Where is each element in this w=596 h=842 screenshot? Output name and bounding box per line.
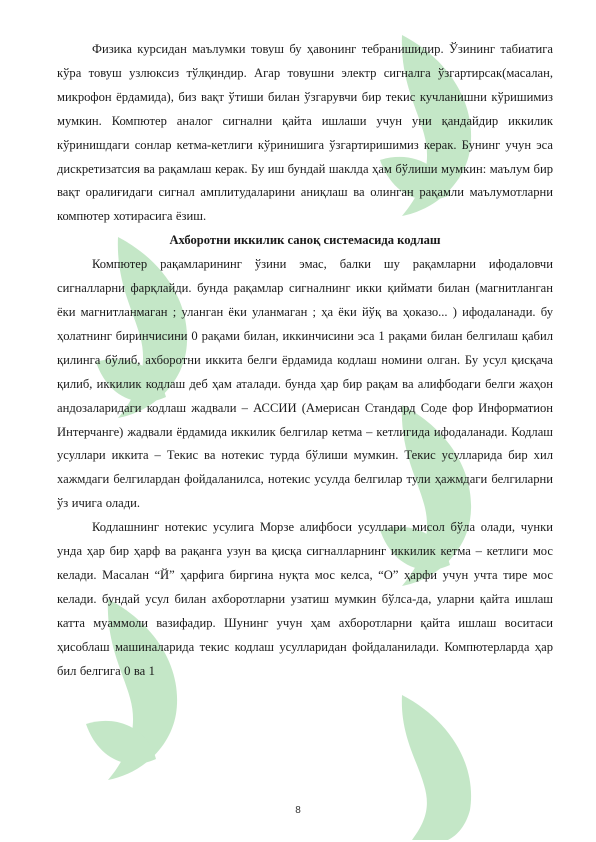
paragraph-morse-coding: Кодлашнинг нотекис усулига Морзе алифбоси усуллари мисол бўла олади, чунки унда ҳар бир ҳарф ва рақанга узун ва қисқа сигналларнинг иккилик кетма – кетлиги мос келади. Масалан “Й” ҳарфига биргина нуқта мос келса, “О” ҳарфи учун учта тире мос келади. бундай усул билан ахборотларни узатиш мумкин бўлса-да, уларни қайта ишлаш катта муаммоли вазифадир. Шунинг учун ҳам ахборотларни қайта ишлаш воситаси ҳисоблаш машиналарида текис кодлаш усулларидан фойдаланилади. Компютерларда ҳар бил белгига 0 ва 1 xyxy=(57,520,553,678)
document-body xyxy=(57,38,553,683)
section-heading: Ахборотни иккилик саноқ системасида кодлаш xyxy=(169,233,441,248)
paragraph-sound-digitization: Физика курсидан маълумки товуш бу ҳавонинг тебранишидир. Ўзининг табиатига кўра товуш узлюксиз тўлқиндир. Агар товушни электр сигналга ўзгартирсак(масалан, микрофон ёрдамида), биз вақт ўтиши билан ўзгарувчи бир текис кучланишни кўришимиз мумкин. Компютер аналог сигнални қайта ишлаши учун уни қандайдир иккилик кўринишдаги сонлар кетма-кетлиги кўринишига ўзгартиришимиз керак. Бунинг учун эса дискретизатсия ва рақамлаш керак. Бу иш бундай шаклда ҳам бўлиши мумкин: маълум бир вақт оралиғидаги сигнал амплитудаларини аниқлаш ва олинган рақамли маълумотларни компютер хотирасига ёзиш. xyxy=(57,42,553,224)
watermark-logo xyxy=(372,690,492,840)
page-number: 8 xyxy=(295,805,301,816)
paragraph-binary-coding: Компютер рақамларининг ўзини эмас, балки шу рақамларни ифодаловчи сигналларни фарқлайди. бунда рақамлар сигналнинг икки қиймати билан (магнитланган ёки магнитланмаган ; уланган ёки уланмаган ; ҳа ёки йўқ ва ҳоказо... ) ифодаланади. бу ҳолатнинг биринчисини 0 рақами билан, иккинчисини эса 1 рақами билан белгилаш қабил қилинга бўлиб, ахборотни иккита белги ёрдамида кодлаш номини олган. Бу усул қисқача қилиб, иккилик кодлаш деб ҳам аталади. бунда ҳар бир рақам ва алифбодаги белги жаҳон андозаларидаги кодлаш жадвали – АССИИ (Америсан Стандард Соде фор Информатион Интерчанге) жадвали ёрдамида иккилик белгилар кетма – кетлигида ифодаланади. Кодлаш усуллари иккита – Текис ва нотекис турда бўлиши мумкин. Текис усулларида бир хил хажмдаги белгилардан фойдаланилса, нотекис усулда белгилар тули ҳажмдаги белгиларни ўз ичига олади. xyxy=(57,257,553,511)
